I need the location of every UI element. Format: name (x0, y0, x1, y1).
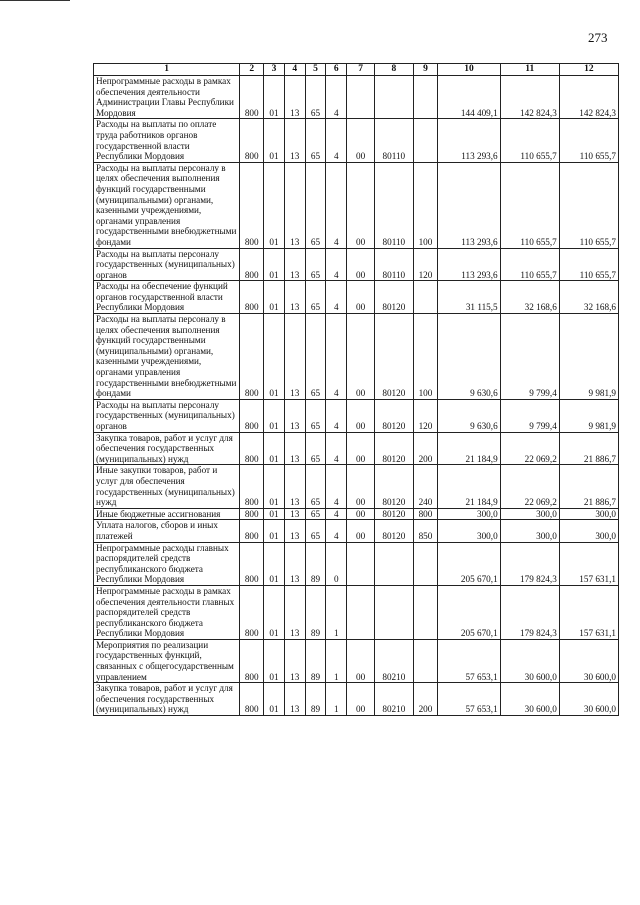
amount-cell: 32 168,6 (559, 281, 618, 314)
code-cell: 80110 (375, 162, 413, 248)
code-cell: 850 (413, 520, 438, 542)
code-cell: 80120 (375, 520, 413, 542)
code-cell: 01 (264, 683, 285, 716)
amount-cell: 157 631,1 (559, 542, 618, 585)
table-row (94, 465, 619, 508)
amount-cell: 110 655,7 (500, 119, 559, 162)
code-cell: 13 (284, 162, 305, 248)
table-row (94, 119, 619, 162)
amount-cell: 9 630,6 (438, 314, 500, 400)
expense-name-cell: Непрограммные расходы в рамках обеспечения деятельности Администрации Главы Республики Мордовия (94, 76, 240, 119)
top-edge-line (0, 0, 70, 1)
code-cell: 00 (347, 314, 375, 400)
amount-cell: 21 886,7 (559, 432, 618, 465)
amount-cell: 30 600,0 (500, 683, 559, 716)
code-cell: 13 (284, 585, 305, 639)
code-cell: 800 (240, 639, 264, 682)
code-cell: 100 (413, 162, 438, 248)
code-cell (413, 639, 438, 682)
code-cell: 240 (413, 465, 438, 508)
code-cell: 1 (326, 683, 347, 716)
code-cell (375, 542, 413, 585)
code-cell: 65 (305, 508, 326, 520)
code-cell: 4 (326, 162, 347, 248)
code-cell: 200 (413, 683, 438, 716)
code-cell: 80210 (375, 639, 413, 682)
code-cell: 65 (305, 520, 326, 542)
code-cell: 01 (264, 248, 285, 281)
amount-cell: 179 824,3 (500, 542, 559, 585)
code-cell: 13 (284, 281, 305, 314)
table-row (94, 76, 619, 119)
code-cell: 65 (305, 314, 326, 400)
code-cell: 4 (326, 432, 347, 465)
code-cell: 800 (240, 683, 264, 716)
code-cell: 800 (240, 508, 264, 520)
code-cell: 800 (240, 314, 264, 400)
code-cell: 65 (305, 76, 326, 119)
code-cell: 4 (326, 119, 347, 162)
expense-name-cell: Расходы на выплаты персоналу в целях обеспечения выполнения функций государственными (муниципальными) органами, казенными учреждениями, органами управления государственными внебюджетными фондами (94, 162, 240, 248)
code-cell: 1 (326, 639, 347, 682)
amount-cell: 110 655,7 (500, 162, 559, 248)
code-cell: 4 (326, 465, 347, 508)
code-cell: 800 (240, 281, 264, 314)
code-cell: 800 (240, 76, 264, 119)
expense-name-cell: Непрограммные расходы главных распорядителей средств республиканского бюджета Республики Мордовия (94, 542, 240, 585)
header-cell: 11 (500, 64, 559, 76)
code-cell: 4 (326, 248, 347, 281)
amount-cell: 144 409,1 (438, 76, 500, 119)
code-cell: 00 (347, 248, 375, 281)
code-cell: 00 (347, 508, 375, 520)
code-cell: 4 (326, 520, 347, 542)
page-number: 273 (588, 30, 608, 45)
amount-cell: 110 655,7 (500, 248, 559, 281)
table-row (94, 542, 619, 585)
amount-cell: 9 799,4 (500, 399, 559, 432)
amount-cell: 113 293,6 (438, 248, 500, 281)
amount-cell: 179 824,3 (500, 585, 559, 639)
code-cell: 01 (264, 432, 285, 465)
amount-cell: 110 655,7 (559, 162, 618, 248)
code-cell: 65 (305, 162, 326, 248)
amount-cell: 300,0 (438, 520, 500, 542)
expense-name-cell: Иные закупки товаров, работ и услуг для обеспечения государственных (муниципальных) нужд (94, 465, 240, 508)
code-cell: 00 (347, 119, 375, 162)
expense-name-cell: Расходы на выплаты персоналу государственных (муниципальных) органов (94, 248, 240, 281)
code-cell: 01 (264, 508, 285, 520)
amount-cell: 21 184,9 (438, 432, 500, 465)
amount-cell: 300,0 (438, 508, 500, 520)
code-cell (413, 542, 438, 585)
code-cell: 800 (240, 542, 264, 585)
code-cell: 00 (347, 162, 375, 248)
code-cell: 00 (347, 399, 375, 432)
code-cell: 01 (264, 542, 285, 585)
code-cell: 01 (264, 314, 285, 400)
header-cell: 6 (326, 64, 347, 76)
code-cell: 89 (305, 639, 326, 682)
code-cell: 00 (347, 639, 375, 682)
code-cell: 80210 (375, 683, 413, 716)
code-cell: 01 (264, 585, 285, 639)
header-cell: 10 (438, 64, 500, 76)
amount-cell: 300,0 (559, 520, 618, 542)
amount-cell: 205 670,1 (438, 585, 500, 639)
amount-cell: 300,0 (559, 508, 618, 520)
code-cell: 200 (413, 432, 438, 465)
code-cell: 65 (305, 281, 326, 314)
header-cell: 4 (284, 64, 305, 76)
code-cell: 80120 (375, 281, 413, 314)
code-cell (347, 76, 375, 119)
code-cell: 13 (284, 520, 305, 542)
amount-cell: 32 168,6 (500, 281, 559, 314)
code-cell (413, 281, 438, 314)
code-cell: 65 (305, 119, 326, 162)
amount-cell: 113 293,6 (438, 162, 500, 248)
amount-cell: 300,0 (500, 520, 559, 542)
code-cell: 800 (240, 162, 264, 248)
amount-cell: 9 630,6 (438, 399, 500, 432)
expense-name-cell: Расходы на выплаты персоналу государственных (муниципальных) органов (94, 399, 240, 432)
header-cell: 1 (94, 64, 240, 76)
header-cell: 8 (375, 64, 413, 76)
code-cell: 89 (305, 542, 326, 585)
amount-cell: 22 069,2 (500, 465, 559, 508)
code-cell: 4 (326, 76, 347, 119)
code-cell: 01 (264, 399, 285, 432)
table-row (94, 248, 619, 281)
code-cell: 01 (264, 162, 285, 248)
code-cell: 100 (413, 314, 438, 400)
code-cell: 120 (413, 248, 438, 281)
code-cell: 13 (284, 508, 305, 520)
code-cell: 800 (240, 585, 264, 639)
code-cell: 80120 (375, 314, 413, 400)
code-cell: 4 (326, 399, 347, 432)
code-cell: 13 (284, 683, 305, 716)
expense-name-cell: Иные бюджетные ассигнования (94, 508, 240, 520)
header-row (94, 64, 619, 76)
amount-cell: 31 115,5 (438, 281, 500, 314)
amount-cell: 21 184,9 (438, 465, 500, 508)
code-cell: 800 (240, 520, 264, 542)
amount-cell: 30 600,0 (559, 639, 618, 682)
code-cell: 80120 (375, 508, 413, 520)
amount-cell: 157 631,1 (559, 585, 618, 639)
code-cell: 4 (326, 508, 347, 520)
expense-name-cell: Уплата налогов, сборов и иных платежей (94, 520, 240, 542)
expense-name-cell: Расходы на выплаты персоналу в целях обеспечения выполнения функций государственными (муниципальными) органами, казенными учреждениями, органами управления государственными внебюджетными фондами (94, 314, 240, 400)
amount-cell: 113 293,6 (438, 119, 500, 162)
table-row (94, 639, 619, 682)
header-cell: 7 (347, 64, 375, 76)
expense-name-cell: Непрограммные расходы в рамках обеспечения деятельности главных распорядителей средств республиканского бюджета Республики Мордовия (94, 585, 240, 639)
table-row (94, 281, 619, 314)
code-cell: 800 (240, 432, 264, 465)
budget-table (93, 63, 619, 716)
header-cell: 3 (264, 64, 285, 76)
code-cell: 01 (264, 281, 285, 314)
code-cell: 00 (347, 432, 375, 465)
code-cell: 80110 (375, 248, 413, 281)
code-cell: 65 (305, 432, 326, 465)
amount-cell: 21 886,7 (559, 465, 618, 508)
table-row (94, 585, 619, 639)
amount-cell: 30 600,0 (500, 639, 559, 682)
code-cell: 800 (240, 399, 264, 432)
code-cell: 00 (347, 683, 375, 716)
code-cell: 65 (305, 399, 326, 432)
code-cell: 80120 (375, 399, 413, 432)
header-cell: 5 (305, 64, 326, 76)
code-cell: 800 (240, 248, 264, 281)
amount-cell: 205 670,1 (438, 542, 500, 585)
code-cell: 13 (284, 248, 305, 281)
code-cell (375, 76, 413, 119)
code-cell: 01 (264, 76, 285, 119)
code-cell: 65 (305, 465, 326, 508)
header-cell: 2 (240, 64, 264, 76)
amount-cell: 57 653,1 (438, 639, 500, 682)
code-cell: 00 (347, 465, 375, 508)
code-cell: 01 (264, 465, 285, 508)
table-row (94, 399, 619, 432)
code-cell: 800 (413, 508, 438, 520)
table-row (94, 508, 619, 520)
code-cell: 89 (305, 585, 326, 639)
table-row (94, 683, 619, 716)
table-row (94, 432, 619, 465)
code-cell: 01 (264, 520, 285, 542)
amount-cell: 9 799,4 (500, 314, 559, 400)
code-cell: 800 (240, 119, 264, 162)
table-row (94, 520, 619, 542)
code-cell (413, 76, 438, 119)
header-cell: 9 (413, 64, 438, 76)
code-cell: 13 (284, 465, 305, 508)
code-cell (413, 119, 438, 162)
expense-name-cell: Расходы на обеспечение функций органов государственной власти Республики Мордовия (94, 281, 240, 314)
code-cell: 800 (240, 465, 264, 508)
expense-name-cell: Закупка товаров, работ и услуг для обеспечения государственных (муниципальных) нужд (94, 432, 240, 465)
amount-cell: 22 069,2 (500, 432, 559, 465)
amount-cell: 110 655,7 (559, 248, 618, 281)
code-cell: 65 (305, 248, 326, 281)
code-cell: 13 (284, 399, 305, 432)
code-cell: 13 (284, 76, 305, 119)
code-cell: 80110 (375, 119, 413, 162)
code-cell: 13 (284, 542, 305, 585)
code-cell: 13 (284, 639, 305, 682)
amount-cell: 9 981,9 (559, 314, 618, 400)
code-cell: 13 (284, 119, 305, 162)
code-cell: 13 (284, 432, 305, 465)
code-cell (347, 585, 375, 639)
code-cell: 01 (264, 639, 285, 682)
code-cell: 13 (284, 314, 305, 400)
table-row (94, 314, 619, 400)
code-cell (413, 585, 438, 639)
code-cell: 120 (413, 399, 438, 432)
amount-cell: 57 653,1 (438, 683, 500, 716)
expense-name-cell: Закупка товаров, работ и услуг для обеспечения государственных (муниципальных) нужд (94, 683, 240, 716)
amount-cell: 110 655,7 (559, 119, 618, 162)
code-cell: 4 (326, 281, 347, 314)
amount-cell: 300,0 (500, 508, 559, 520)
code-cell: 00 (347, 520, 375, 542)
header-cell: 12 (559, 64, 618, 76)
code-cell: 89 (305, 683, 326, 716)
code-cell (375, 585, 413, 639)
table-row (94, 162, 619, 248)
expense-name-cell: Расходы на выплаты по оплате труда работников органов государственной власти Республики Мордовия (94, 119, 240, 162)
code-cell: 00 (347, 281, 375, 314)
code-cell: 01 (264, 119, 285, 162)
code-cell: 1 (326, 585, 347, 639)
code-cell: 0 (326, 542, 347, 585)
code-cell: 4 (326, 314, 347, 400)
amount-cell: 30 600,0 (559, 683, 618, 716)
amount-cell: 142 824,3 (500, 76, 559, 119)
amount-cell: 9 981,9 (559, 399, 618, 432)
amount-cell: 142 824,3 (559, 76, 618, 119)
code-cell (347, 542, 375, 585)
code-cell: 80120 (375, 432, 413, 465)
code-cell: 80120 (375, 465, 413, 508)
expense-name-cell: Мероприятия по реализации государственных функций, связанных с общегосударственным управлением (94, 639, 240, 682)
